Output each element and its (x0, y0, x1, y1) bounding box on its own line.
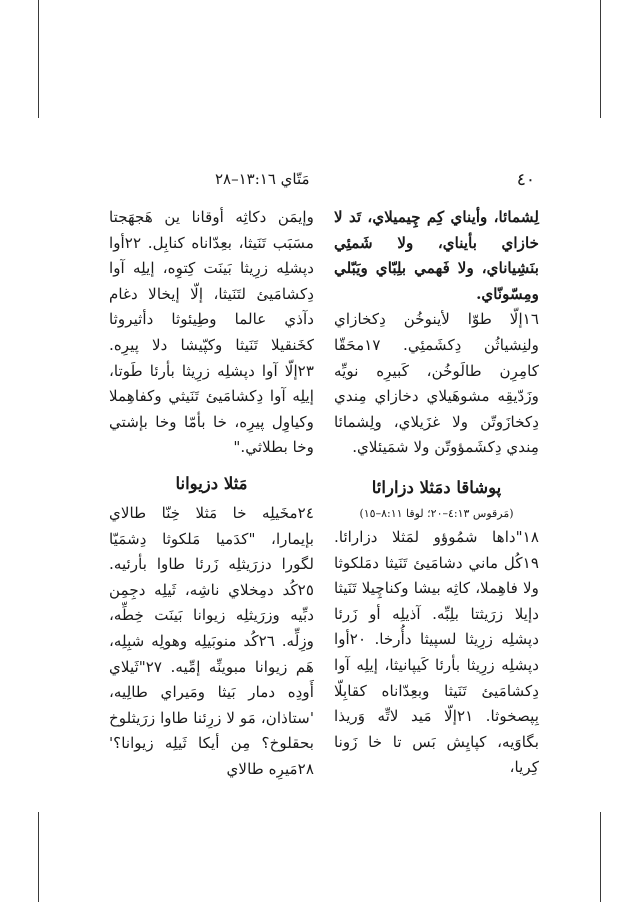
paragraph: ١٨"داها شمُوؤو لمَثلا دزارائا. ١٩كُل ماني دشامَيئ تَنَيثا دمَلكوثا ولا فاهِملا، كاثِه بيشا وكناچِيلا تَنَيثا دإيلا زرَيثتا بلِبِّه. آذيلِه أو زَرئا دپشلِه زرِيثا لسپيثا دأُرخا. ٢٠أوا دپشلِه زرِيثا بأرئا كَيپانيثا، إيلِه آوا دِكشامَيئ تَنَيثا وبعِدّاناه كقابِلّا بِپصخوثا. ٢١إلّا مَيد لاتِّه وَريذا بگاوَيه، كپايِش بَس تا خا زَونا كِريا، (334, 527, 539, 777)
paragraph: ٢٤مخَيلِه خا مَثلا خِنّا طالاي بإيمارا، "كدَميا مَلكوثا دِشمَيّا لگورا دزرَيثلِه زَرئا طاوا بأرئيه. ٢٥كُد دمِخلاي ناشِه، ثَيلِه دجِمِن دبِّيه وزرَيثلِه زيوانا بَينَت خِطِّه، وزِلِّه. ٢٦كُد منوبَيلِه وهولِه شبِلِه، هَم زيوانا مبوينِّه إمِّيه. ٢٧"ثَيلاي أَودِه دمار بَيثا ومَيراي طالِيه، 'ستاذان، مَو لا زرِئنا طاوا زرَيثلوخ بحقلوخ؟ مِن أيكا ثَيلِه زيوانا؟' ٢٨مَيرِه طالاي (109, 503, 314, 778)
paragraph-bold-intro: لِشمائا، وأيناي كِم چِيميلاي، تَد لا خازاي بأيناي، ولا شَمئِي بنَشِياناي، ولا فَهمي بلِبّاي ويَبّلي ومِسّونّاي. (334, 208, 539, 303)
page-header (105, 170, 535, 194)
section-reference: (مَرقوس ٤:١٣–٢٠؛ لوقا ٨:١١–١٥) (359, 506, 514, 520)
crop-mark-top-right (600, 0, 601, 118)
right-column (334, 205, 539, 781)
section-title: پوشاقا دمَثلا دزارائا (371, 477, 502, 497)
section-title: مَثلا دزيوانا (175, 473, 248, 493)
crop-mark-top-left (38, 0, 39, 118)
paragraph: وإيمَن دكاثِه أوقانا ين هَجهَجتا مسَبَب تَنَيثا، بعِدّاناه كنابِل. ٢٢أوا دپشلِه زرِيثا بَينَت كِتوِه، إيلِه آوا دِكشامَيئ لتَنَيثا، إلّا إيخالا دغام دآذي عالما وطِيئوثا دأثيروثا كخَنقيلا تَنَيثا وكپّيشا دلا پيرِه. ٢٣إلّا آوا دپشلِه زرِيثا بأرئا طَوتا، إيلِه آوا دِكشامَيئ تَنَيثي وكفاهِملا وكياوِل پيرِه، خا بأمّا وخا بإشتي وخا بطلاثي." (109, 208, 314, 457)
running-head: مَتّاي ١٣:١٦–٢٨ (215, 170, 310, 188)
left-column (109, 205, 314, 782)
paragraph: ١٦إلّا طوّا لأينوخُن دِكخازاي ولنِشياثُن دِكشَمئِي. ١٧محَقّا كامِرِن طالَوخُن، كَبيرِه نويِّه وزَدّيقِه مشوهَيلاي دخازاي مِندي دِكخازَوتّن ولا غزَيلاي، ولِشمائا مِندي دِكشَمؤوتّن ولا شمَيئلاي. (334, 310, 539, 457)
crop-mark-bottom-right (600, 812, 601, 902)
page-number: ٤٠ (516, 170, 535, 190)
crop-mark-bottom-left (38, 812, 39, 902)
